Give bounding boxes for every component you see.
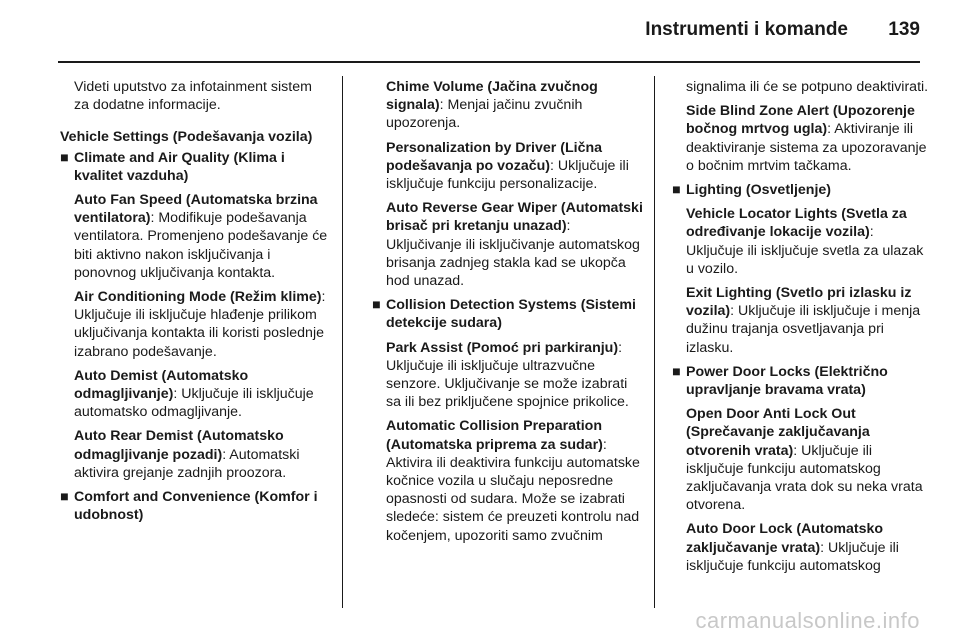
bullet-item [372,296,644,332]
intro-paragraph: Videti uputstvo za infotainment sistem za dodatne informacije. [74,79,312,114]
setting-description: : Uključuje ili isključuje hlađenje prilikom uključivanja kontakta ili koristi poslednje izabrano podešavanje. [74,289,326,360]
setting-item [60,367,328,422]
chapter-title: Instrumenti i komande [645,19,848,40]
setting-item [372,339,644,412]
setting-description: : Aktivira ili deaktivira funkciju automatske kočnice vozila u slučaju neposredne opasnosti od sudara. Može se izabrati sledeće: sistem će preuzeti kontrolu nad kočenjem, upozoriti samo zvučnim [386,436,640,544]
setting-description: : Uključuje ili isključuje funkciju personalizacije. [386,157,629,193]
setting-item [372,417,644,544]
setting-description: : Uključuje ili isključuje funkciju automatskog zaključavanja vrata dok su neka vrata otvorena. [686,442,923,514]
setting-description: : Automatski aktivira grejanje zadnjih proozora. [74,446,300,481]
setting-description: : Modifikuje podešavanja ventilatora. Promenjeno podešavanje će biti aktivno nakon isključivanja i ponovnog uključivanja kontakta. [74,210,328,281]
setting-description: : Uključuje ili isključuje i menja dužinu trajanja osvetljavanja pri izlasku. [686,303,921,356]
setting-title: Vehicle Locator Lights (Svetla za određivanje lokacije vozila) [686,206,907,241]
setting-description: : Uključuje ili isključuje ultrazvučne senzore. Uključivanje se može izabrati sa ili bez priključene spojnice prikolice. [386,339,629,411]
page-header [0,0,960,62]
setting-item [60,288,328,361]
setting-description: : Uključuje ili isključuje svetla za ulazak u vozilo. [686,224,924,277]
section-heading: Vehicle Settings (Podešavanja vozila) [60,129,313,146]
column-2 [372,78,644,551]
setting-description: : Uključuje ili isključuje funkciju automatskog [686,539,899,574]
setting-title: Park Assist (Pomoć pri parkiranju) [386,339,619,356]
setting-title: Auto Demist (Automatsko odmagljivanje) [74,367,249,403]
setting-item [60,191,328,282]
setting-title: Auto Fan Speed (Automatska brzina ventilatora) [74,192,318,227]
column-divider-1 [342,76,343,608]
page-number: 139 [888,19,920,40]
bullet-square-icon: ■ [672,363,681,380]
setting-title: Exit Lighting (Svetlo pri izlasku iz vozila) [686,285,912,320]
bullet-square-icon: ■ [372,297,381,314]
setting-item [672,405,930,514]
setting-description: : Aktiviranje ili deaktiviranje sistema za upozoravanje o bočnim mrtvim tačkama. [686,121,927,174]
setting-title: Personalization by Driver (Lična podešavanja po vozaču) [386,139,603,174]
column-1 [60,78,328,530]
bullet-heading: Lighting (Osvetljenje) [686,182,832,199]
bullet-item [672,363,930,399]
column-3 [672,78,930,581]
bullet-heading: Collision Detection Systems (Sistemi detekcije sudara) [386,297,636,332]
setting-item [672,520,930,575]
setting-item [372,139,644,194]
setting-title: Auto Door Lock (Automatsko zaključavanje vrata) [686,521,884,556]
setting-item [60,427,328,482]
setting-description: : Menjai jačinu zvučnih upozorenja. [386,97,583,132]
setting-title: Automatic Collision Preparation (Automatska priprema za sudar) [386,418,603,453]
setting-title: Air Conditioning Mode (Režim klime) [74,289,322,306]
setting-description: : Uključuje ili isključuje automatsko odmagljivanje. [74,386,314,421]
setting-item [672,102,930,175]
bullet-item [672,181,930,199]
setting-item [372,199,644,290]
bullet-item [60,488,328,524]
bullet-heading: Power Door Locks (Električno upravljanje bravama vrata) [686,363,888,399]
bullet-heading: Comfort and Convenience (Komfor i udobnost) [74,489,318,524]
bullet-square-icon: ■ [60,149,69,166]
bullet-square-icon: ■ [60,489,69,506]
setting-title: Chime Volume (Jačina zvučnog signala) [386,79,598,114]
setting-item [372,78,644,133]
continued-text: signalima ili će se potpuno deaktivirati. [686,79,929,95]
bullet-item [60,149,328,185]
setting-title: Open Door Anti Lock Out (Sprečavanje zaključavanja otvorenih vrata) [686,406,870,459]
setting-title: Side Blind Zone Alert (Upozorenje bočnog mrtvog ugla) [686,103,915,138]
column-divider-2 [654,76,655,608]
setting-title: Auto Reverse Gear Wiper (Automatski brisač pri kretanju unazad) [386,200,643,235]
bullet-square-icon: ■ [672,182,681,199]
watermark-text: carmanualsonline.info [695,608,920,633]
setting-item [672,284,930,357]
setting-description: : Uključivanje ili isključivanje automatskog brisanja zadnjeg stakla kad se ukopča hod unazad. [386,218,640,290]
bullet-heading: Climate and Air Quality (Klima i kvalitet vazduha) [74,149,285,184]
setting-item [672,205,930,278]
header-rule [58,61,920,63]
setting-title: Auto Rear Demist (Automatsko odmagljivanje pozadi) [74,428,284,463]
